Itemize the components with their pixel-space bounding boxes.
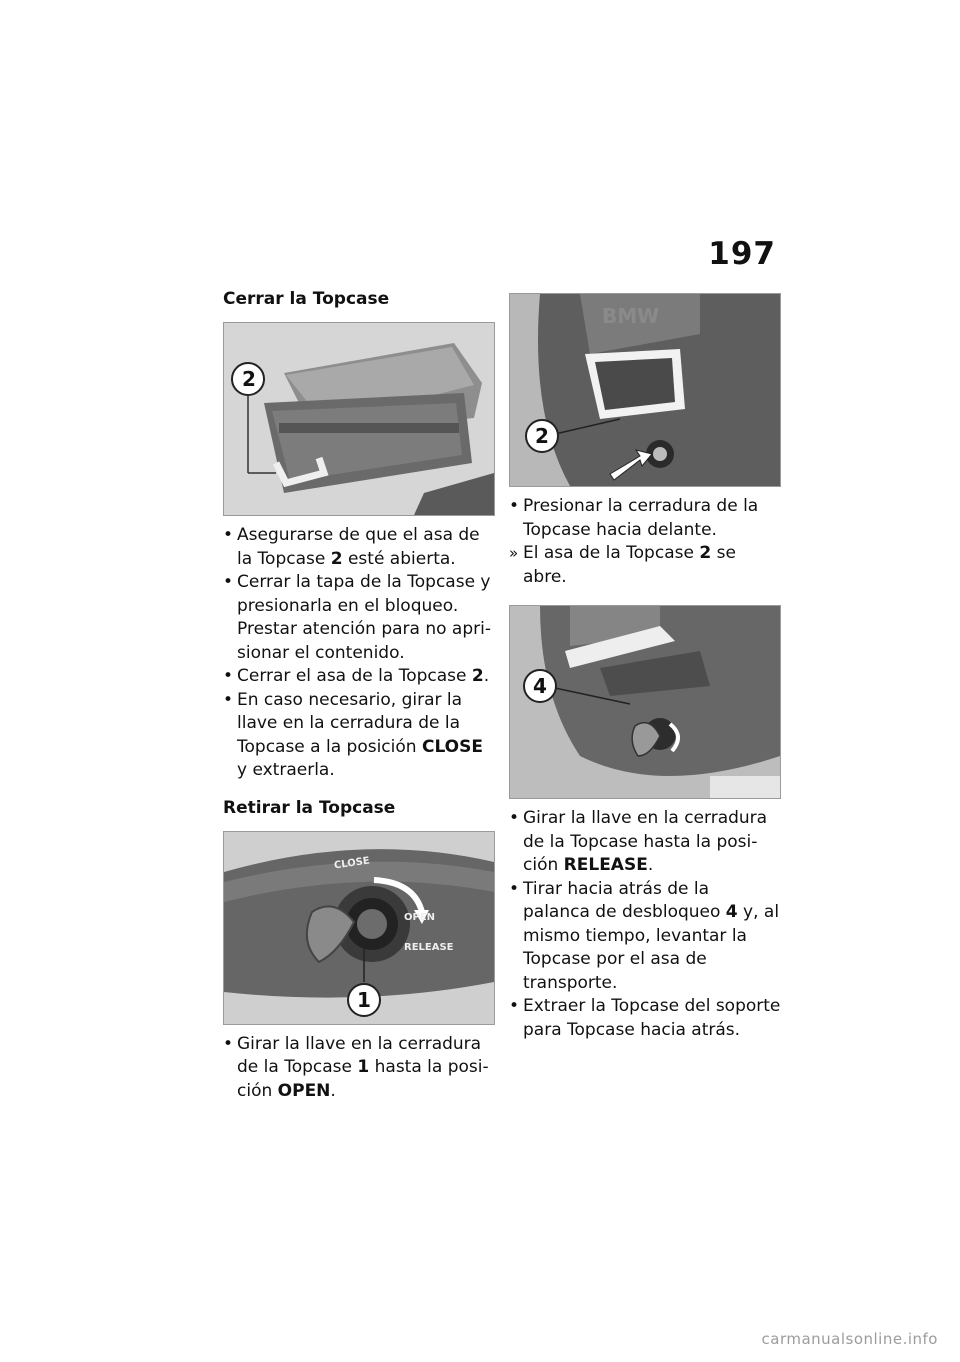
page-number: 197 (708, 236, 776, 272)
heading-close-topcase: Cerrar la Topcase (223, 289, 390, 309)
figure-key-lock-open (223, 831, 495, 1025)
callout-4: 4 (533, 674, 547, 698)
right-column (509, 293, 781, 1042)
result-item: » El asa de la Topcase 2 se abre. (509, 543, 736, 587)
bullet-icon: • (223, 689, 234, 710)
bullet-icon: • (223, 666, 234, 686)
list-item: • Cerrar el asa de la Topcase 2. (223, 665, 495, 689)
heading-remove-topcase: Retirar la Topcase (223, 797, 396, 818)
list-item: • Girar la llave en la cerradura de la Topcase 1 hasta la posición OPEN. (223, 1033, 489, 1101)
bullet-icon: • (509, 996, 520, 1016)
remove-steps-list (223, 1033, 495, 1104)
bmw-logo: BMW (602, 304, 660, 328)
bullet-icon: • (223, 1033, 234, 1054)
figure-press-lock (509, 293, 781, 487)
close-steps-list (223, 524, 495, 783)
label-close: CLOSE (333, 855, 371, 871)
list-item: • En caso necesario, girar la llave en la cerradura de la Topcase a la posición CLOSE y extraerla. (223, 689, 483, 780)
list-item: • Girar la llave en la cerradura de la Topcase hasta la posición RELEASE. (509, 808, 768, 875)
bullet-icon: • (223, 572, 234, 592)
list-item: • Extraer la Topcase del soporte para Topcase hacia atrás. (509, 996, 781, 1040)
callout-2: 2 (535, 424, 549, 448)
list-item: • Cerrar la tapa de la Topcase y presionarla en el bloqueo. Prestar atención para no aprisionar el contenido. (223, 572, 491, 663)
bullet-icon: • (223, 525, 234, 545)
topcase-open-illustration (224, 323, 494, 515)
callout-1: 1 (357, 987, 371, 1012)
bullet-icon: • (509, 808, 520, 828)
result-arrow-icon: » (509, 544, 519, 562)
figure-release-lever (509, 605, 781, 799)
label-release: RELEASE (404, 941, 454, 953)
footer-watermark: carmanualsonline.info (761, 1330, 938, 1348)
release-steps-list (509, 807, 781, 1042)
release-lever-illustration (510, 606, 780, 798)
list-item: • Asegurarse de que el asa de la Topcase 2 esté abierta. (223, 525, 480, 569)
label-open: OPEN (404, 911, 436, 923)
left-column (223, 288, 495, 1103)
bullet-icon: • (509, 878, 520, 899)
press-steps-list (509, 495, 781, 589)
figure-topcase-open-lid (223, 322, 495, 516)
list-item: • Presionar la cerradura de la Topcase hacia delante. (509, 496, 759, 540)
list-item: • Tirar hacia atrás de la palanca de desbloqueo 4 y, al mismo tiempo, levantar la Topcase por el asa de transporte. (509, 878, 780, 993)
bullet-icon: • (509, 496, 520, 516)
callout-2: 2 (242, 367, 256, 391)
